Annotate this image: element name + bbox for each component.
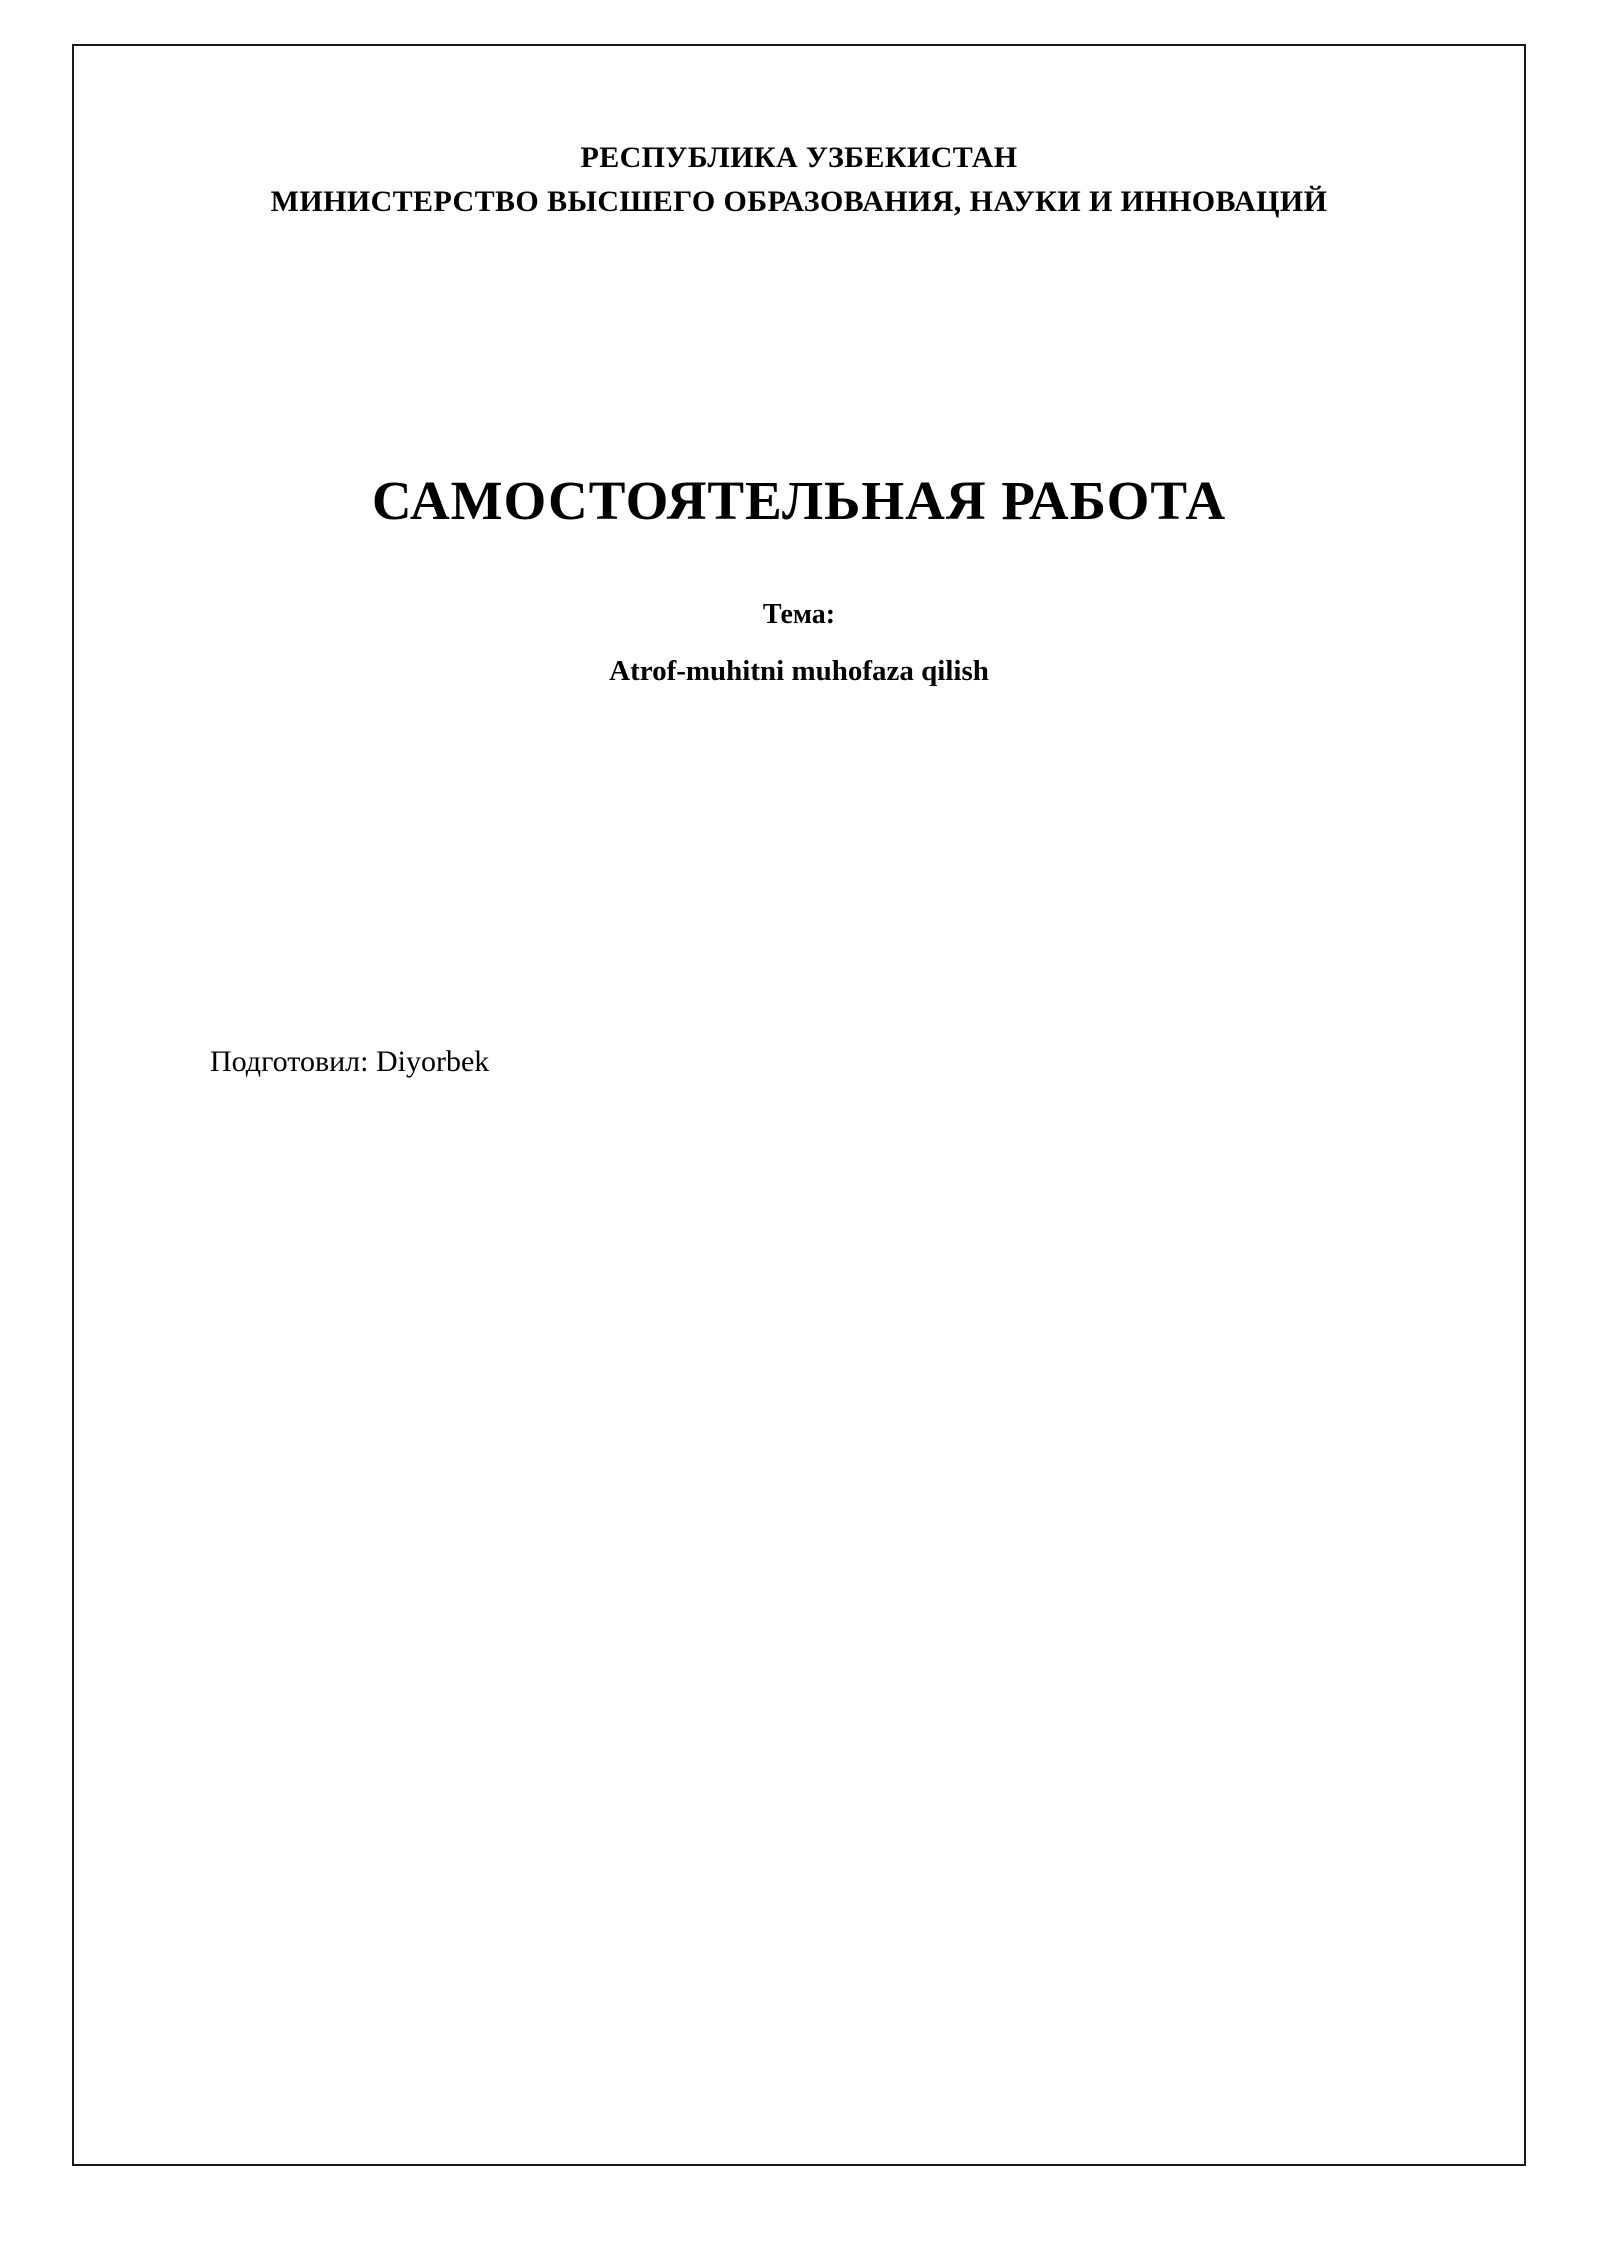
organization-header (184, 136, 1414, 223)
spacer-above-author (184, 693, 1414, 1041)
country-line: РЕСПУБЛИКА УЗБЕКИСТАН (580, 141, 1018, 174)
topic-label: Тема: (762, 598, 836, 630)
ministry-line: МИНИСТЕРСТВО ВЫСШЕГО ОБРАЗОВАНИЯ, НАУКИ И ИННОВАЦИЙ (270, 184, 1328, 218)
spacer-topic (184, 636, 1414, 650)
document-title: САМОСТОЯТЕЛЬНАЯ РАБОТА (371, 470, 1227, 531)
author-line: Подготовил: Diyorbek (210, 1045, 490, 1078)
page-border-frame (72, 44, 1526, 2166)
title-page-content (74, 46, 1524, 2164)
spacer-above-title (184, 223, 1414, 471)
spacer-below-title (184, 532, 1414, 594)
topic-value: Atrof-muhitni muhofaza qilish (609, 654, 989, 687)
